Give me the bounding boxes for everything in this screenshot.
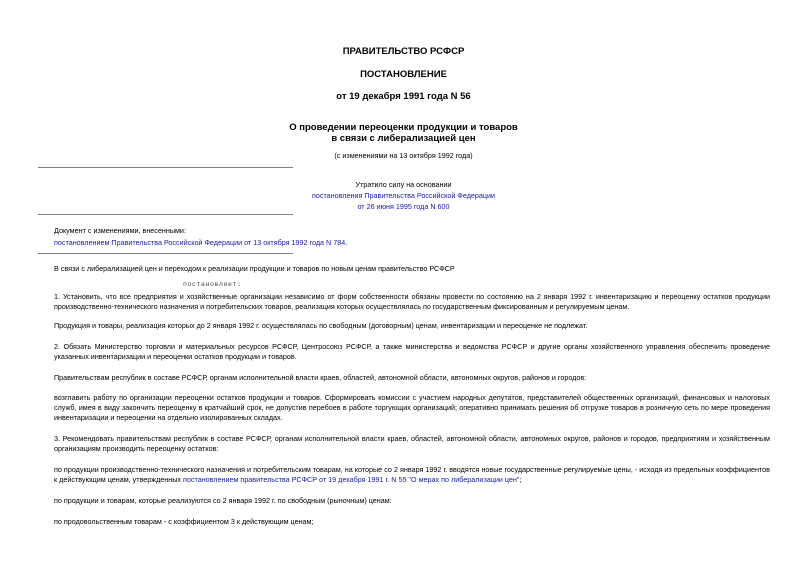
paragraph-1: 1. Установить, что все предприятия и хозяйственные организации независимо от форм собственности обязаны провести по состоянию на 2 января 1992 г. инвентаризацию и переоценку остатков продукции производственно-технического назначения и потребительских товаров, реализация которых осуществлялась по государственным фиксированным и регулируемым ценам. [54,292,770,311]
doc-title [0,122,807,144]
validity-line1: Утратило силу на основании [355,180,452,189]
paragraph-3: 2. Обязать Министерство торговли и материальных ресурсов РСФСР, Центросоюз РСФСР, а также министерства и ведомства РСФСР и другие органы хозяйственного управления обеспечить проведение указанных инвентаризации и переоценки остатков продукции и товаров. [54,342,770,361]
validity-link[interactable]: постановления Правительства Российской Федерации [311,191,496,200]
paragraph-7-suffix: ; [519,475,522,484]
intro-paragraph: В связи с либерализацией цен и переходом к реализации продукции и товаров по новым ценам правительство РСФСР [54,264,455,273]
paragraph-4: Правительствам республик в составе РСФСР, органам исполнительной власти краев, областей, автономной области, автономных округов, районов и городов: [54,373,587,382]
doc-type: ПОСТАНОВЛЕНИЕ [360,69,447,80]
paragraph-7-text: по продукции производственно-технического назначения и потребительским товарам, на которые со 2 января 1992 г. вводятся новые государственные регулируемые цены, - исходя из предельных коэффициентов к действующим ценам, утвержденных [54,465,770,484]
paragraph-7 [54,465,770,485]
divider [38,214,293,215]
amendment-note: (с изменениями на 13 октября 1992 года) [334,151,473,160]
validity-block [0,179,807,212]
doc-date-number: от 19 декабря 1991 года N 56 [336,91,471,102]
divider [38,253,293,254]
paragraph-2: Продукция и товары, реализация которых до 2 января 1992 г. осуществлялась по свободным (договорным) ценам, инвентаризации и переоценке не подлежат. [54,321,588,330]
paragraph-7-link[interactable]: постановлением правительства РСФСР от 19 декабря 1991 г. N 55 "О мерах по либерализации цен" [183,475,520,484]
org-name: ПРАВИТЕЛЬСТВО РСФСР [342,46,465,57]
changes-link[interactable]: постановлением Правительства Российской Федерации от 13 октября 1992 года N 784 [54,238,346,247]
changes-line [54,238,347,248]
changes-suffix: . [345,238,348,247]
changes-label: Документ с изменениями, внесенными: [54,226,186,235]
divider [38,167,293,168]
resolves-word: постановляет: [183,281,242,288]
doc-title-line2: в связи с либерализацией цен [331,133,476,144]
paragraph-8: по продукции и товарам, которые реализуются со 2 января 1992 г. по свободным (рыночным) ценам: [54,496,392,505]
validity-link-date[interactable]: от 26 июня 1995 года N 600 [357,202,450,211]
paragraph-5: возглавить работу по организации переоценки остатков продукции и товаров. Сформировать комиссии с участием народных депутатов, представителей общественных организаций, финансовых и налоговых служб, имея в виду закончить переоценку в кратчайший срок, не допустив перебоев в работе торгующих организаций; оперативно принимать решения об отгрузке товаров в розничную сеть по мере проведения инвентаризации и переоценки на отдельно изолированных складах. [54,393,770,422]
paragraph-9: по продовольственным товарам - с коэффициентом 3 к действующим ценам; [54,517,314,526]
paragraph-6: 3. Рекомендовать правительствам республик в составе РСФСР, органам исполнительной власти краев, областей, автономной области, автономных округов, районов и городов, предприятиям и хозяйственным организациям производить переоценку остатков: [54,434,770,453]
doc-title-line1: О проведении переоценки продукции и товаров [289,122,518,133]
